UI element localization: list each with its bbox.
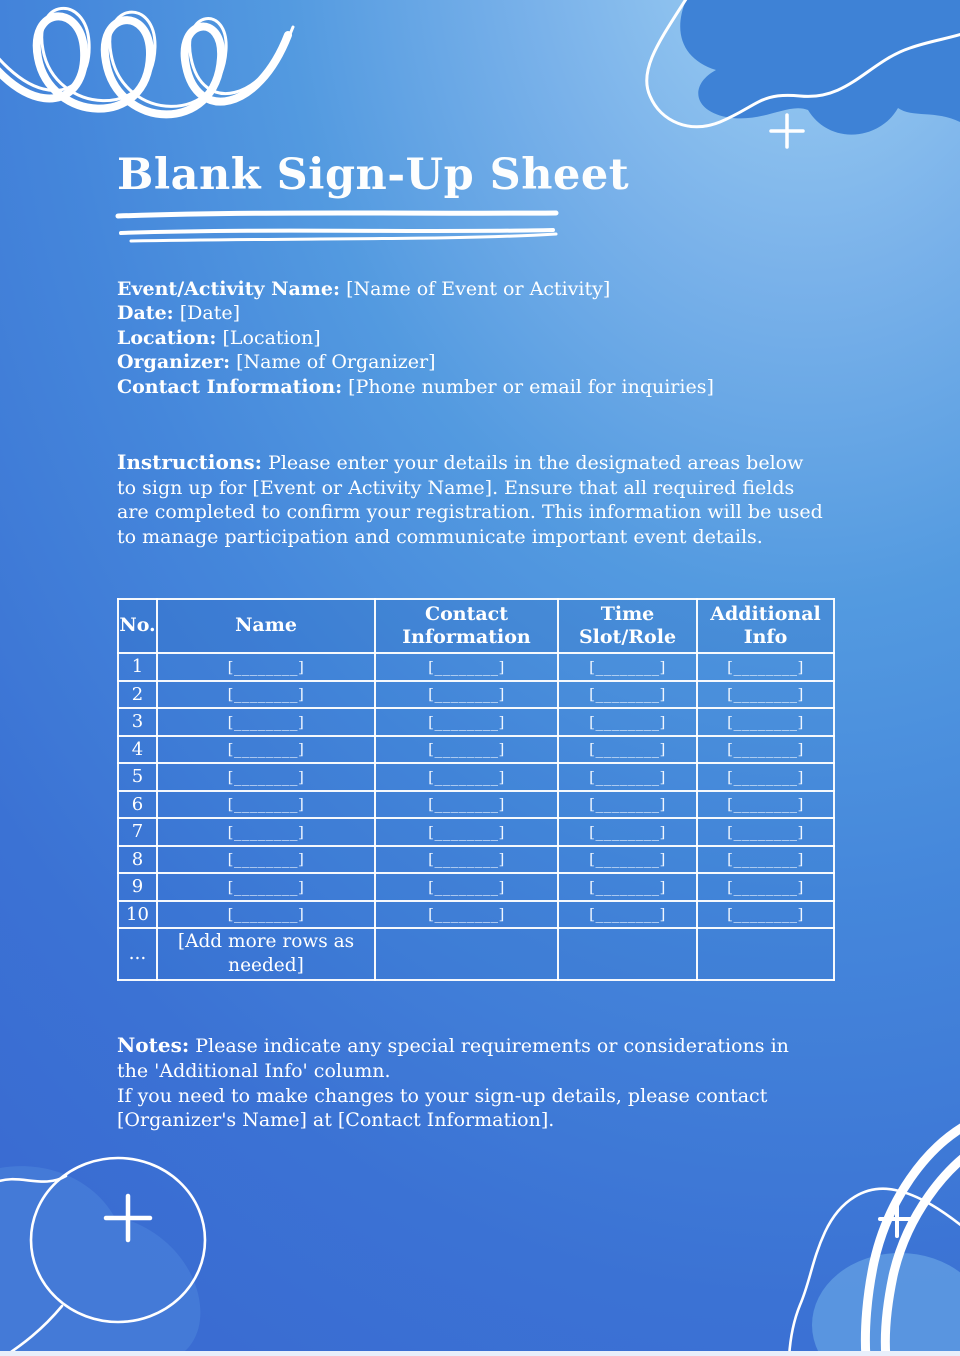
row-number-cell: 7 xyxy=(118,818,157,846)
entry-placeholder-cell[interactable]: [________] xyxy=(697,791,834,819)
entry-placeholder-cell[interactable]: [________] xyxy=(157,846,375,874)
detail-line-event-name xyxy=(117,277,714,301)
detail-line-organizer xyxy=(117,350,714,374)
detail-label: Organizer: xyxy=(117,351,231,374)
entry-placeholder-cell[interactable]: [________] xyxy=(375,873,558,901)
table-row xyxy=(118,681,834,709)
entry-placeholder-cell[interactable]: [________] xyxy=(375,901,558,929)
table-row xyxy=(118,846,834,874)
notes-paragraph-2 xyxy=(117,1084,823,1134)
entry-placeholder-cell[interactable]: [________] xyxy=(375,653,558,681)
row-number-cell: 8 xyxy=(118,846,157,874)
detail-value-placeholder[interactable]: [Name of Event or Activity] xyxy=(346,278,611,300)
add-more-rows-row xyxy=(118,928,834,980)
entry-placeholder-cell[interactable]: [________] xyxy=(375,818,558,846)
detail-label: Event/Activity Name: xyxy=(117,278,341,300)
detail-line-contact xyxy=(117,375,714,399)
table-header-row xyxy=(118,599,834,653)
row-number-cell: 10 xyxy=(118,901,157,929)
entry-placeholder-cell[interactable]: [________] xyxy=(558,763,697,791)
entry-placeholder-cell[interactable]: [________] xyxy=(157,736,375,764)
entry-placeholder-cell[interactable]: [________] xyxy=(157,763,375,791)
table-row xyxy=(118,736,834,764)
header-name: Name xyxy=(157,599,375,653)
signup-table xyxy=(117,598,835,981)
entry-placeholder-cell[interactable]: [________] xyxy=(697,708,834,736)
notes-section xyxy=(117,1033,823,1133)
entry-placeholder-cell[interactable]: [________] xyxy=(697,736,834,764)
row-number-cell: 4 xyxy=(118,736,157,764)
notes-paragraph-1 xyxy=(117,1033,823,1084)
entry-placeholder-cell[interactable]: [________] xyxy=(697,653,834,681)
detail-value-placeholder[interactable]: [Phone number or email for inquiries] xyxy=(348,375,714,398)
entry-placeholder-cell[interactable]: [________] xyxy=(558,736,697,764)
row-number-cell: 5 xyxy=(118,763,157,791)
table-row xyxy=(118,818,834,846)
header-contact-information: Contact Information xyxy=(375,599,558,653)
detail-label: Date: xyxy=(117,302,174,325)
table-row xyxy=(118,901,834,929)
entry-placeholder-cell[interactable]: [________] xyxy=(157,708,375,736)
table-row xyxy=(118,763,834,791)
entry-placeholder-cell[interactable]: [________] xyxy=(558,873,697,901)
entry-placeholder-cell[interactable]: [________] xyxy=(157,818,375,846)
table-row xyxy=(118,791,834,819)
detail-label: Location: xyxy=(117,326,217,349)
entry-placeholder-cell[interactable]: [________] xyxy=(558,791,697,819)
entry-placeholder-cell[interactable]: [________] xyxy=(558,653,697,681)
entry-placeholder-cell[interactable]: [________] xyxy=(697,763,834,791)
entry-placeholder-cell[interactable]: [________] xyxy=(375,846,558,874)
entry-placeholder-cell[interactable]: [________] xyxy=(375,708,558,736)
row-number-cell: 6 xyxy=(118,791,157,819)
entry-placeholder-cell[interactable]: [________] xyxy=(697,846,834,874)
row-number-cell: 1 xyxy=(118,653,157,681)
entry-placeholder-cell[interactable]: [________] xyxy=(375,681,558,709)
entry-placeholder-cell[interactable]: [________] xyxy=(558,901,697,929)
entry-placeholder-cell[interactable]: [________] xyxy=(375,791,558,819)
notes-text-1: Please indicate any special requirements or considerations in the 'Additional Info' column. xyxy=(117,1035,789,1082)
header-time-slot-role: Time Slot/Role xyxy=(558,599,697,653)
entry-placeholder-cell[interactable]: [________] xyxy=(697,681,834,709)
detail-value-placeholder[interactable]: [Location] xyxy=(222,326,321,349)
notes-text-2: If you need to make changes to your sign-up details, please contact [Organizer's Name] at [Contact Information]. xyxy=(117,1084,768,1132)
header-no: No. xyxy=(118,599,157,653)
entry-placeholder-cell[interactable]: [________] xyxy=(157,873,375,901)
event-details xyxy=(117,277,714,399)
entry-placeholder-cell[interactable]: [________] xyxy=(157,681,375,709)
table-row xyxy=(118,873,834,901)
entry-placeholder-cell[interactable]: [________] xyxy=(157,653,375,681)
header-additional-info: Additional Info xyxy=(697,599,834,653)
instructions-paragraph xyxy=(117,450,823,549)
entry-placeholder-cell[interactable]: [________] xyxy=(558,818,697,846)
detail-value-placeholder[interactable]: [Name of Organizer] xyxy=(236,351,436,374)
notes-label: Notes: xyxy=(117,1033,190,1057)
instructions-label: Instructions: xyxy=(117,450,263,474)
instructions-text: Please enter your details in the designated areas below to sign up for [Event or Activity Name]. Ensure that all required fields are completed to confirm your registration. This information will be used to manage participation and communicate important event details. xyxy=(117,452,823,548)
entry-placeholder-cell[interactable]: [________] xyxy=(558,681,697,709)
entry-placeholder-cell[interactable]: [________] xyxy=(697,873,834,901)
empty-cell xyxy=(697,928,834,980)
entry-placeholder-cell[interactable]: [________] xyxy=(558,846,697,874)
row-number-cell: 3 xyxy=(118,708,157,736)
detail-line-location xyxy=(117,326,714,350)
page-title: Blank Sign-Up Sheet xyxy=(117,150,630,200)
add-more-rows-cell[interactable]: [Add more rows as needed] xyxy=(157,928,375,980)
detail-value-placeholder[interactable]: [Date] xyxy=(179,302,240,325)
entry-placeholder-cell[interactable]: [________] xyxy=(558,708,697,736)
empty-cell xyxy=(375,928,558,980)
table-row xyxy=(118,653,834,681)
entry-placeholder-cell[interactable]: [________] xyxy=(157,901,375,929)
entry-placeholder-cell[interactable]: [________] xyxy=(697,901,834,929)
empty-cell xyxy=(558,928,697,980)
row-number-cell: 9 xyxy=(118,873,157,901)
detail-label: Contact Information: xyxy=(117,375,343,398)
row-number-cell: 2 xyxy=(118,681,157,709)
entry-placeholder-cell[interactable]: [________] xyxy=(157,791,375,819)
row-number-cell: ... xyxy=(118,928,157,980)
entry-placeholder-cell[interactable]: [________] xyxy=(375,763,558,791)
signup-table-body xyxy=(118,653,834,928)
entry-placeholder-cell[interactable]: [________] xyxy=(375,736,558,764)
detail-line-date xyxy=(117,301,714,325)
table-row xyxy=(118,708,834,736)
entry-placeholder-cell[interactable]: [________] xyxy=(697,818,834,846)
